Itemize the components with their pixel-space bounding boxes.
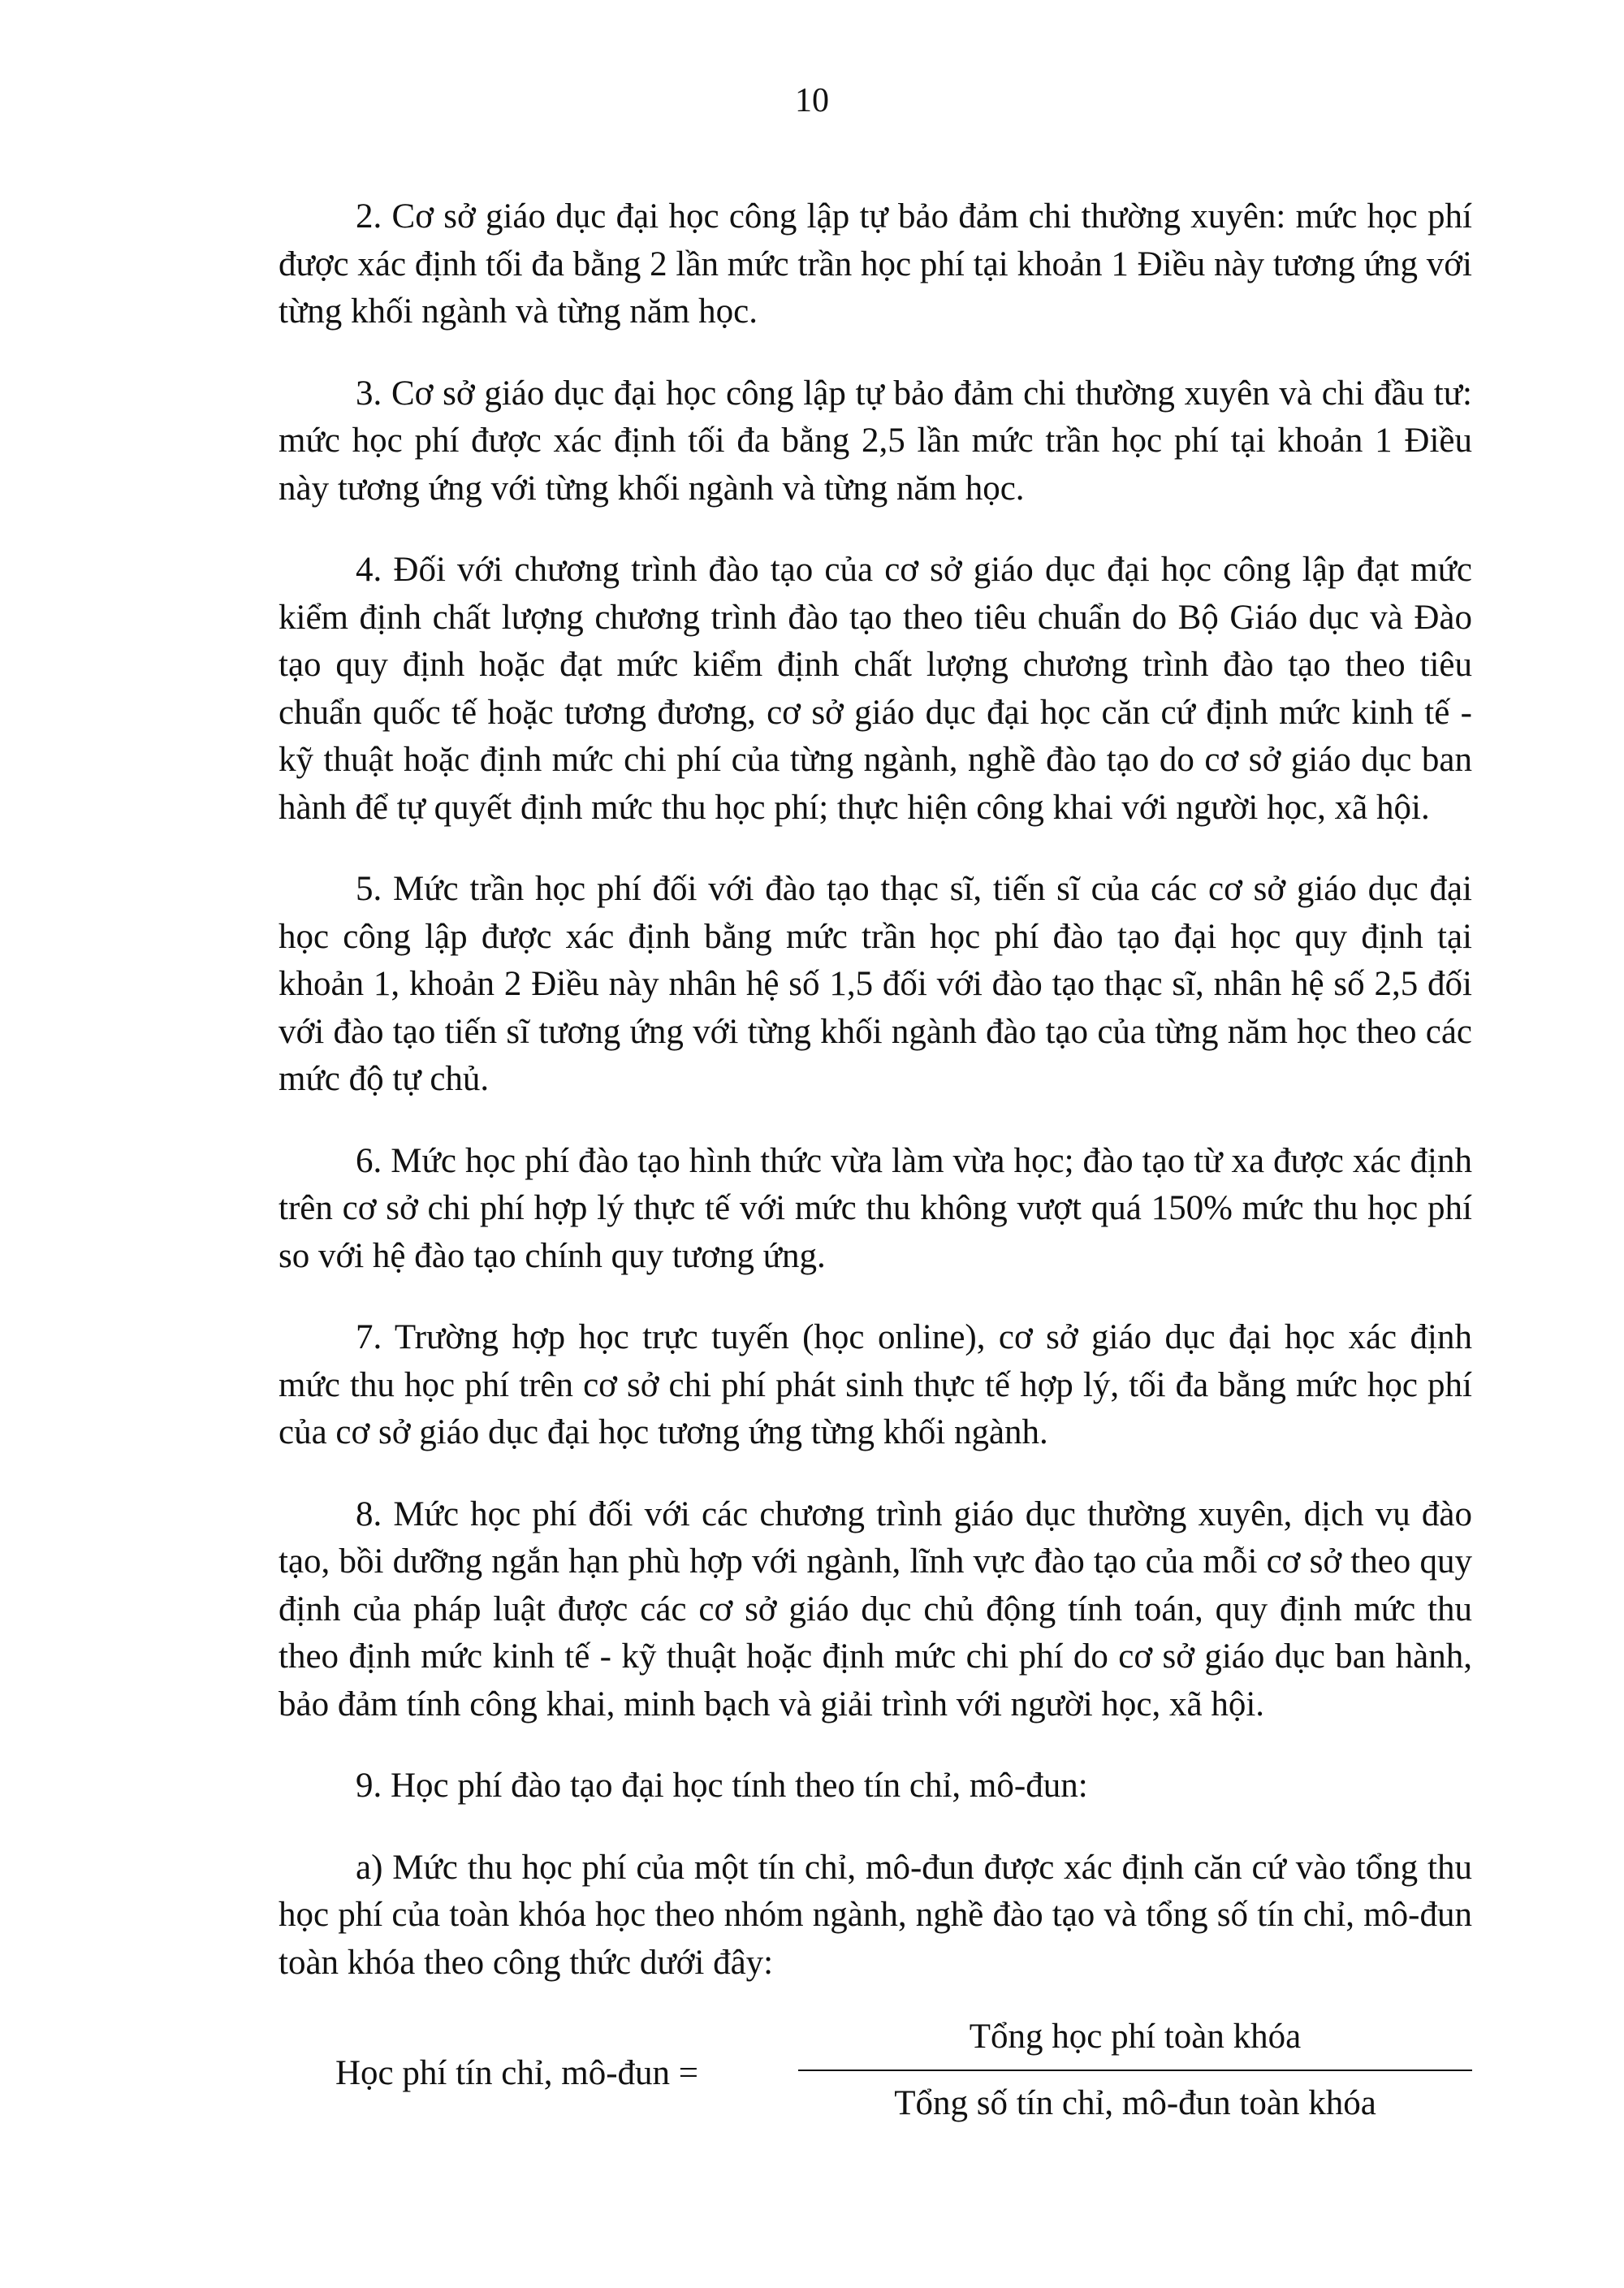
formula-left-side: Học phí tín chỉ, mô-đun =	[335, 2054, 699, 2092]
formula-numerator: Tổng học phí toàn khóa	[798, 2016, 1472, 2071]
paragraph-clause-6: 6. Mức học phí đào tạo hình thức vừa làm vừa học; đào tạo từ xa được xác định trên cơ sở chi phí hợp lý thực tế với mức thu không vượt quá 150% mức thu học phí so với hệ đào tạo chính quy tương ứng.	[279, 1141, 1472, 1275]
paragraph-clause-3: 3. Cơ sở giáo dục đại học công lập tự bảo đảm chi thường xuyên và chi đầu tư: mức học phí được xác định tối đa bằng 2,5 lần mức trần học phí tại khoản 1 Điều này tương ứng với từng khối ngành và từng năm học.	[279, 374, 1472, 508]
formula-denominator: Tổng số tín chỉ, mô-đun toàn khóa	[894, 2084, 1376, 2122]
paragraph-clause-4: 4. Đối với chương trình đào tạo của cơ sở giáo dục đại học công lập đạt mức kiểm định chất lượng chương trình đào tạo theo tiêu chuẩn do Bộ Giáo dục và Đào tạo quy định hoặc đạt mức kiểm định chất lượng chương trình đào tạo theo tiêu chuẩn quốc tế hoặc tương đương, cơ sở giáo dục đại học căn cứ định mức kinh tế - kỹ thuật hoặc định mức chi phí của từng ngành, nghề đào tạo do cơ sở giáo dục ban hành để tự quyết định mức thu học phí; thực hiện công khai với người học, xã hội.	[279, 551, 1472, 827]
paragraph-clause-2: 2. Cơ sở giáo dục đại học công lập tự bảo đảm chi thường xuyên: mức học phí được xác định tối đa bằng 2 lần mức trần học phí tại khoản 1 Điều này tương ứng với từng khối ngành và từng năm học.	[279, 197, 1472, 331]
formula-fraction	[798, 2016, 1472, 2125]
paragraph-clause-7: 7. Trường hợp học trực tuyến (học online), cơ sở giáo dục đại học xác định mức thu học phí trên cơ sở chi phí phát sinh thực tế hợp lý, tối đa bằng mức học phí của cơ sở giáo dục đại học tương ứng từng khối ngành.	[279, 1318, 1472, 1451]
paragraph-clause-5: 5. Mức trần học phí đối với đào tạo thạc sĩ, tiến sĩ của các cơ sở giáo dục đại học công lập được xác định bằng mức trần học phí đào tạo đại học quy định tại khoản 1, khoản 2 Điều này nhân hệ số 1,5 đối với đào tạo thạc sĩ, nhân hệ số 2,5 đối với đào tạo tiến sĩ tương ứng với từng khối ngành đào tạo của từng năm học theo các mức độ tự chủ.	[279, 870, 1472, 1098]
paragraph-clause-9a: a) Mức thu học phí của một tín chỉ, mô-đun được xác định căn cứ vào tổng thu học phí của toàn khóa học theo nhóm ngành, nghề đào tạo và tổng số tín chỉ, mô-đun toàn khóa theo công thức dưới đây:	[279, 1848, 1472, 1982]
document-body	[279, 193, 1472, 2138]
page-number: 10	[795, 82, 829, 119]
paragraph-clause-8: 8. Mức học phí đối với các chương trình giáo dục thường xuyên, dịch vụ đào tạo, bồi dưỡng ngắn hạn phù hợp với ngành, lĩnh vực đào tạo của mỗi cơ sở theo quy định của pháp luật được các cơ sở giáo dục chủ động tính toán, quy định mức thu theo định mức kinh tế - kỹ thuật hoặc định mức chi phí do cơ sở giáo dục ban hành, bảo đảm tính công khai, minh bạch và giải trình với người học, xã hội.	[279, 1494, 1472, 1724]
credit-fee-formula	[279, 2016, 1472, 2138]
paragraph-clause-9: 9. Học phí đào tạo đại học tính theo tín chỉ, mô-đun:	[356, 1767, 1088, 1805]
